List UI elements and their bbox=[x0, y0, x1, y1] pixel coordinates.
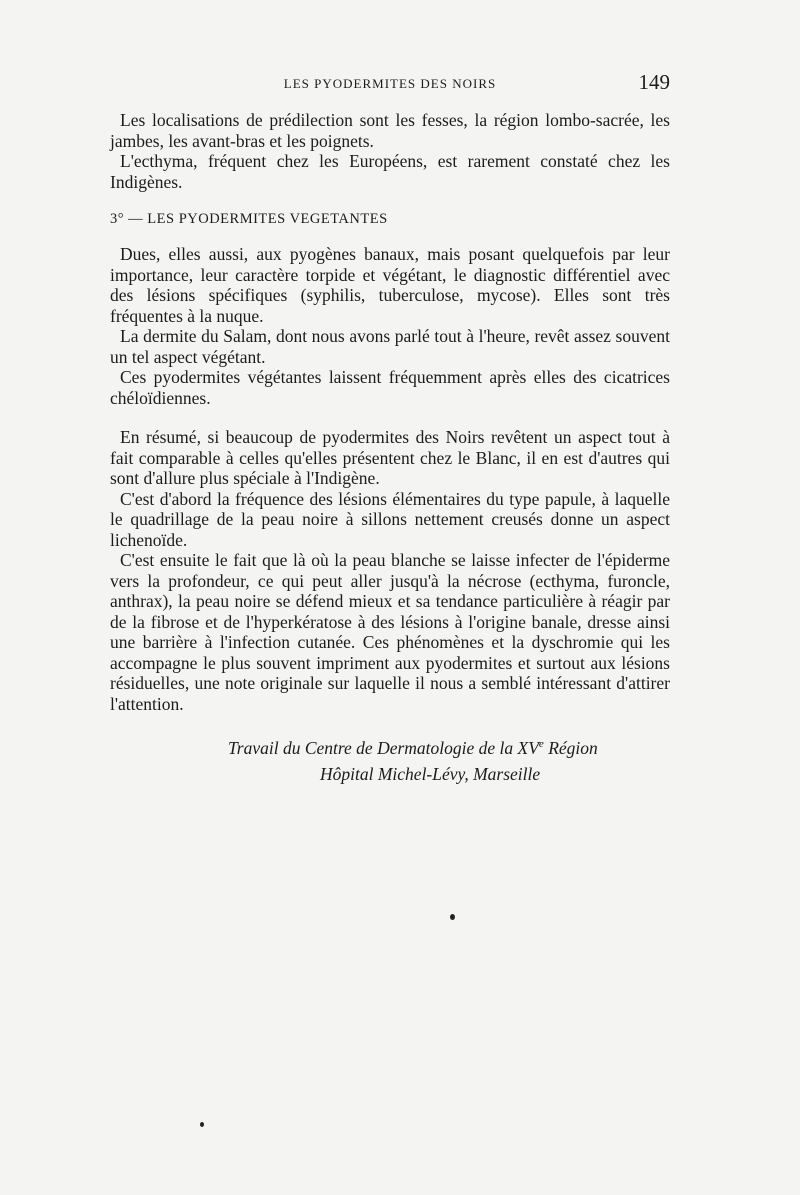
paragraph: Ces pyodermites végétantes laissent fréquemment après elles des cicatrices chéloïdiennes. bbox=[110, 367, 670, 408]
paragraph: Les localisations de prédilection sont les fesses, la région lombo-sacrée, les jambes, les avant-bras et les poignets. bbox=[110, 110, 670, 151]
section-localisations bbox=[110, 110, 670, 192]
signature-line-1-text: Travail du Centre de Dermatologie de la XV bbox=[228, 738, 539, 758]
page-number: 149 bbox=[638, 70, 670, 94]
paragraph: C'est ensuite le fait que là où la peau blanche se laisse infecter de l'épiderme vers la profondeur, ce qui peut aller jusqu'à la nécrose (ecthyma, furoncle, anthrax), la peau noire se défend mieux et sa tendance particulière à réagir par de la fibrose et de l'hyperkératose à des lésions à l'origine banale, dresse ainsi une barrière à l'infection cutanée. Ces phénomènes et la dyschromie qui les accompagne le plus souvent impriment aux pyodermites et surtout aux lésions résiduelles, une note originale sur laquelle il nous a semblé intéressant d'attirer l'attention. bbox=[110, 550, 670, 714]
paragraph: Dues, elles aussi, aux pyogènes banaux, mais posant quelquefois par leur importance, leur caractère torpide et végétant, le diagnostic différentiel avec des lésions spécifiques (syphilis, tuberculose, mycose). Elles sont très fréquentes à la nuque. bbox=[110, 244, 670, 326]
ink-speck bbox=[450, 914, 455, 920]
running-title: LES PYODERMITES DES NOIRS bbox=[283, 76, 497, 91]
ink-speck bbox=[200, 1122, 204, 1127]
section-pyodermites-vegetantes bbox=[110, 209, 670, 230]
signature-line-1 bbox=[228, 738, 598, 759]
paragraph: C'est d'abord la fréquence des lésions élémentaires du type papule, à laquelle le quadrillage de la peau noire à sillons nettement creusés donne un aspect lichenoïde. bbox=[110, 488, 670, 550]
paragraph: La dermite du Salam, dont nous avons parlé tout à l'heure, revêt assez souvent un tel aspect végétant. bbox=[110, 326, 670, 367]
paragraph: L'ecthyma, fréquent chez les Européens, est rarement constaté chez les Indigènes. bbox=[110, 151, 670, 192]
signature-superscript: e bbox=[538, 738, 544, 751]
signature-line-2: Hôpital Michel-Lévy, Marseille bbox=[320, 764, 541, 784]
section-heading: 3° — LES PYODERMITES VEGETANTES bbox=[110, 211, 388, 227]
running-head bbox=[110, 70, 670, 98]
signature-line-1-suffix: Région bbox=[543, 738, 598, 758]
section-pyodermites-vegetantes-body bbox=[110, 244, 670, 408]
paragraph: En résumé, si beaucoup de pyodermites des Noirs revêtent un aspect tout à fait comparable à celles qu'elles présentent chez le Blanc, il en est d'autres qui sont d'allure plus spéciale à l'Indigène. bbox=[110, 427, 670, 488]
section-resume bbox=[110, 427, 670, 714]
